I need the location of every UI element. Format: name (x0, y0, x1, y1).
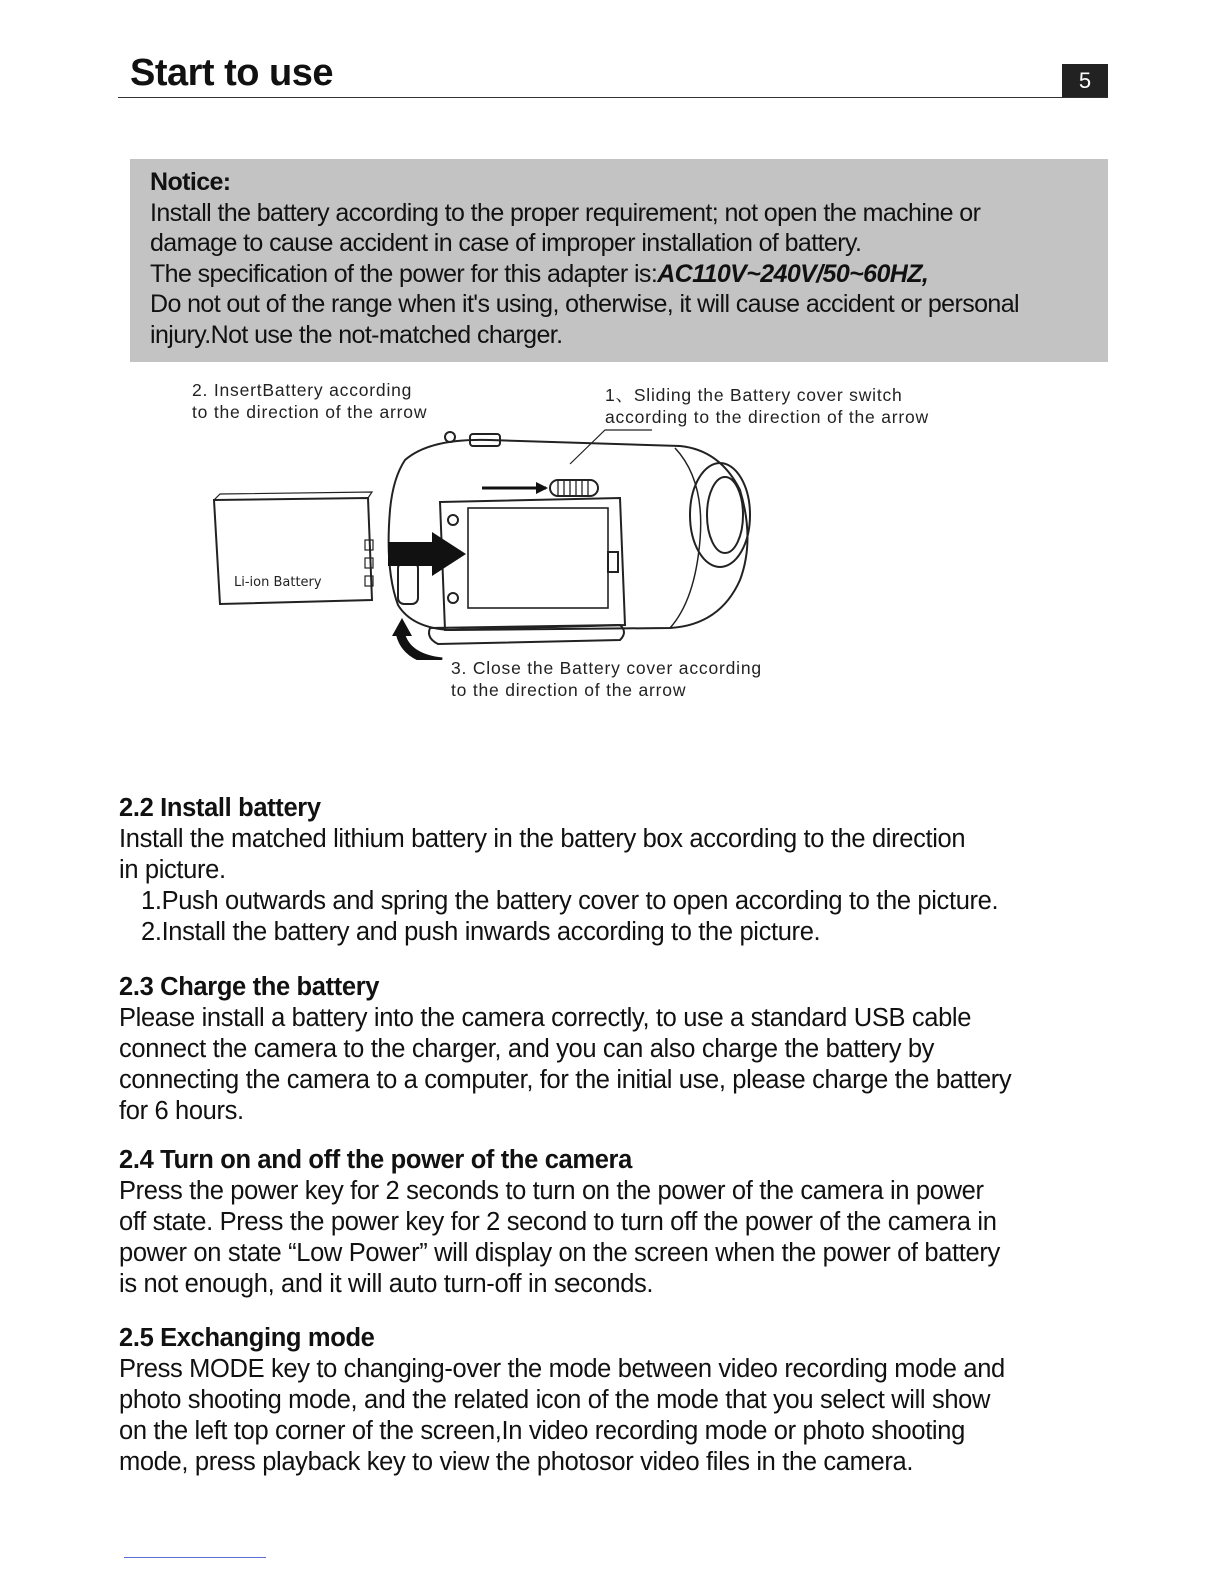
section-install-battery: 2.2 Install battery Install the matched lithium battery in the battery box according to the direction in picture. 1.Push outwards and spring the battery cover to open according to the picture. 2.Install the battery and push inwards according to the picture. (119, 794, 999, 946)
header-divider (118, 97, 1108, 98)
power-spec: AC110V~240V/50~60HZ, (657, 259, 929, 288)
step2-caption: 2. InsertBattery according to the direction of the arrow (192, 380, 428, 422)
notice-line: Do not out of the range when it's using, otherwise, it will cause accident or personal (150, 290, 1019, 318)
step3-caption: 3. Close the Battery cover according to the direction of the arrow (451, 658, 762, 700)
section-charge-battery: 2.3 Charge the battery Please install a battery into the camera correctly, to use a standard USB cable connect the camera to the charger, and you can also charge the battery by connecting the camera to a computer, for the initial use, please charge the battery for 6 hours. (119, 973, 1012, 1125)
notice-line: injury.Not use the not-matched charger. (150, 320, 563, 349)
slide-arrowhead (536, 482, 548, 494)
page-title: Start to use (130, 52, 334, 94)
section-exchanging-mode: 2.5 Exchanging mode Press MODE key to changing-over the mode between video recording mode and photo shooting mode, and the related icon of the mode that you select will show on the left top corner of the screen,In video recording mode or photo shooting mode, press playback key to view the photosor video files in the camera. (119, 1324, 1005, 1476)
close-cover-arrow (400, 632, 442, 660)
close-cover-arrowhead (392, 618, 412, 636)
notice-line (150, 259, 1108, 290)
notice-line: damage to cause accident in case of improper installation of battery. (150, 229, 862, 257)
section-heading: 2.4 Turn on and off the power of the camera (119, 1146, 632, 1174)
notice-line: Install the battery according to the proper requirement; not open the machine or (150, 198, 981, 227)
list-item: 1.Push outwards and spring the battery cover to open according to the picture. (141, 887, 999, 915)
step1-caption: 1、Sliding the Battery cover switch according to the direction of the arrow (605, 385, 929, 427)
notice-title: Notice: (150, 168, 231, 196)
section-power: 2.4 Turn on and off the power of the camera Press the power key for 2 seconds to turn on the power of the camera in power off state. Press the power key for 2 second to turn off the power of the camera in power on state “Low Power” will display on the screen when the power of battery is not enough, and it will auto turn-off in seconds. (119, 1146, 1000, 1298)
footer-rule (124, 1557, 266, 1558)
battery-install-illustration (200, 420, 780, 660)
section-heading: 2.5 Exchanging mode (119, 1324, 375, 1352)
page-number: 5 (1062, 64, 1108, 97)
notice-spec-prefix: The specification of the power for this adapter is: (150, 259, 658, 288)
section-heading: 2.3 Charge the battery (119, 973, 380, 1001)
battery-label: Li-ion Battery (234, 575, 322, 590)
notice-box (130, 159, 1108, 362)
insert-arrow (388, 532, 466, 576)
list-item: 2.Install the battery and push inwards according to the picture. (141, 918, 821, 946)
section-heading: 2.2 Install battery (119, 794, 321, 822)
camera-body (389, 440, 748, 630)
